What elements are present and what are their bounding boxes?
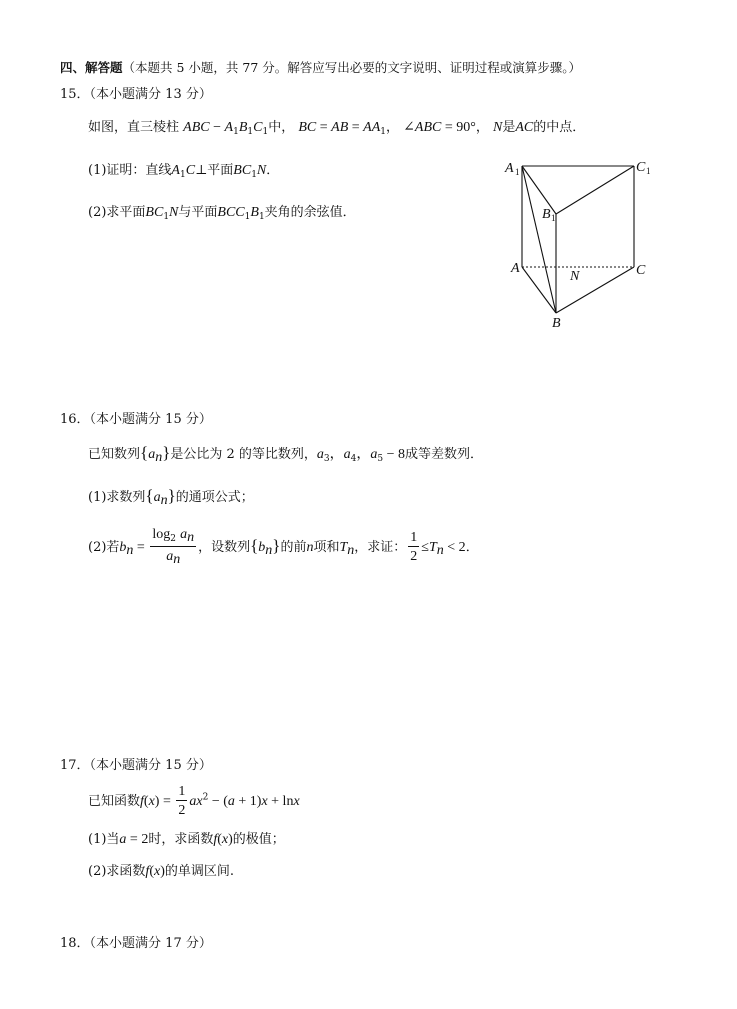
q16-stem-mid: 是公比为 2 的等比数列， [170,447,317,462]
q15-part2: (2)求平面$BC_1N$与平面$BCC_1B_1$夹角的余弦值． [88,205,356,222]
q16-stem-suffix: 成等差数列． [405,447,484,462]
q15-part1-suffix: ． [266,163,280,178]
q15-stem: 如图，直三棱柱 ABC − $A_1B_1C_1$中， BC = AB = $AA_1$， ∠ABC = 90°， N是AC的中点． [88,120,586,137]
q16-part1-prefix: (1)求数列 [88,490,146,505]
edge-b1c1 [556,166,634,214]
fraction-one-half-17: $\frac{1}{2}$ [178,784,186,819]
q15-part2-prefix: (2)求平面 [88,205,146,220]
q17-part2-prefix: (2)求函数 [88,864,146,879]
label-c1: C [636,160,646,175]
label-a1-sub: 1 [515,167,520,177]
q16-part2: (2)若$b_n$ = $\frac{\log_2 a_n}{a_n}$ ，设数列$\{b_n\}$的前n项和$T_n$，求证： $\frac{1}{2}$ $\le T_n < 2$． [88,527,479,568]
section-note: （本题共 5 小题，共 77 分。解答应写出必要的文字说明、证明过程或演算步骤。） [122,60,582,75]
q16-part2-mid1: ，设数列 [198,539,251,555]
q18-header: 18．（本小题满分 17 分） [60,936,212,951]
q16-part2-mid4: ，求证： [354,539,407,555]
q17-part2-suffix: 的单调区间. [164,864,235,879]
q15-part2-mid: 与平面 [178,205,218,220]
q15-part1: (1)证明：直线$A_1C\perp$平面$BC_1N$． [88,163,280,180]
section-title [60,62,581,75]
label-a1: A [505,161,514,176]
q15-part1-mid: ⊥平面 [195,163,234,178]
prism-figure [500,150,660,335]
q17-part1-prefix: (1)当 [88,832,120,847]
q16-stem-prefix: 已知数列 [88,447,141,462]
q16-part1: (1)求数列$\{a_n\}$的通项公式； [88,486,254,508]
q17-part1-suffix: 的极值； [232,832,285,847]
fraction-one-half: $\frac{1}{2}$ [410,530,418,565]
q17-part1-mid: 时，求函数 [148,832,214,847]
q17-header: 17．（本小题满分 15 分） [60,758,212,773]
q15-stem-prefix: 如图，直三棱柱 [88,120,180,135]
q15-stem-mid3: ， [475,120,489,135]
label-b1: B [542,207,551,222]
label-n: N [570,269,580,284]
section-title-text: 四、解答题 [60,60,123,75]
q16-part2-suffix: ． [465,539,479,555]
q15-stem-mid2: ， [386,120,400,135]
q17-stem-prefix: 已知函数 [88,793,141,809]
label-b: B [552,316,561,331]
q16-part1-suffix: 的通项公式； [175,490,254,505]
q17-stem: 已知函数f(x) = $\frac{1}{2}$ $ax^2 - (a + 1)x + \ln x$ [88,784,300,819]
q15-stem-mid4: 是 [502,120,516,135]
edge-bc [556,267,634,313]
q16-stem: 已知数列$\{a_n\}$是公比为 2 的等比数列，$a_3$，$a_4$，$a_5 - 8$成等差数列． [88,443,484,465]
fraction-log-over-a: $\frac{\log_2 a_n}{a_n}$ [152,527,195,568]
q16-part2-mid2: 的前 [280,539,307,555]
q15-part1-prefix: (1)证明：直线 [88,163,172,178]
q16-part2-mid3: 项和 [313,539,340,555]
q15-part2-suffix: 夹角的余弦值． [264,205,356,220]
q17-part1: (1)当a = 2时，求函数f(x)的极值； [88,832,285,847]
q15-header: 15．（本小题满分 13 分） [60,87,212,102]
label-c1-sub: 1 [646,166,651,176]
label-a: A [511,261,520,276]
label-b1-sub: 1 [551,213,556,223]
q16-part2-prefix: (2)若 [88,539,120,555]
q15-stem-mid1: 中， [268,120,295,135]
segment-a1b [522,166,556,313]
q15-stem-suffix: 的中点． [533,120,586,135]
label-c: C [636,263,646,278]
q17-part2: (2)求函数f(x)的单调区间. [88,864,235,879]
q16-header: 16．（本小题满分 15 分） [60,412,212,427]
